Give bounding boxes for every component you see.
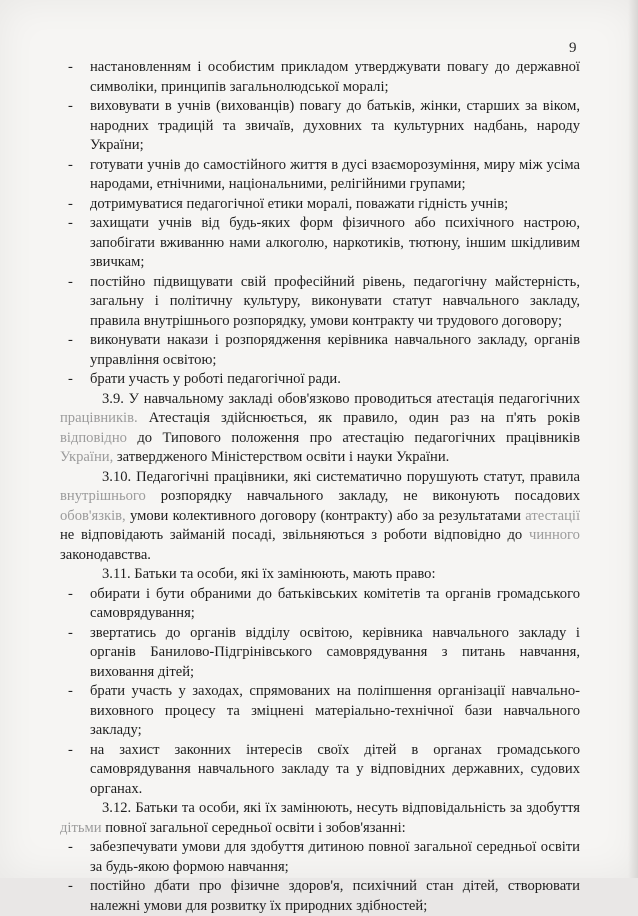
heading-3-11: 3.11. Батьки та особи, які їх замінюють, мають право: [102,566,436,582]
dash-bullet: - [68,585,73,602]
list-item: - брати участь у роботі педагогічної ради. [60,370,580,390]
dash-bullet: - [68,273,73,290]
parent-duties-list [60,838,580,916]
list-item: - звертатись до органів відділу освітою, керівника навчального закладу і органів Банилово-Підгрінівського самоврядування з питань навчання, виховання дітей; [68,624,580,680]
list-item: - виховувати в учнів (вихованців) повагу до батьків, жінки, старших за віком, народних традицій та звичаїв, духовних та культурних надбань, народу України; [68,98,580,153]
document-body [60,58,580,916]
dash-bullet: - [68,59,73,75]
dash-bullet: - [68,156,73,173]
list-item: - виконувати накази і розпорядження керівника навчального закладу, органів управління освітою; [68,332,580,368]
list-item: - обирати і бути обраними до батьківських комітетів та органів громадського самоврядування; [68,585,580,621]
list-item: - брати участь у заходах, спрямованих на поліпшення організації навчально-виховного процесу та зміцнені матеріально-технічної бази навчального закладу; [68,683,580,738]
dash-bullet: - [68,215,73,231]
list-item: - забезпечувати умови для здобуття дитиною повної загальної середньої освіти за будь-якою формою навчання; [68,839,580,875]
paragraph-3-10: 3.10. Педагогічні працівники, які систематично порушують статут, правила внутрішнього розпорядку навчального закладу, не виконують посадових обов'язків, умови колективного договору (контракту) або за результатами атестації не відповідають займаній посаді, звільняються з роботи відповідно до чинного законодавства. [60,468,580,563]
page-edge-shadow [628,0,638,878]
parent-rights-list [60,585,580,800]
dash-bullet: - [68,332,73,348]
teacher-duties-list [60,58,580,390]
paragraph-3-12: 3.12. Батьки та особи, які їх замінюють, несуть відповідальність за здобуття дітьми повної загальної середньої освіти і зобов'язанні: [60,800,580,836]
dash-bullet: - [68,195,73,212]
dash-bullet: - [68,878,73,894]
list-item: - настановленням і особистим прикладом утверджувати повагу до державної символіки, принципів загальнолюдської моралі; [68,59,580,95]
list-item: - постійно дбати про фізичне здоров'я, психічний стан дітей, створювати належні умови для розвитку їх природних здібностей; [68,878,580,914]
list-item: - дотримуватися педагогічної етики моралі, поважати гідність учнів; [60,195,580,215]
list-item: - постійно підвищувати свій професійний рівень, педагогічну майстерність, загальну і політичну культуру, виконувати статут навчального закладу, правила внутрішнього розпорядку, умови контракту чи трудового договору; [68,273,580,329]
page-number: 9 [569,40,577,56]
paragraph-3-9: 3.9. У навчальному закладі обов'язково проводиться атестація педагогічних працівників. Атестація здійснюється, як правило, один раз на п'ять років відповідно до Типового положення про атестацію педагогічних працівників України, затвердженого Міністерством освіти і науки України. [60,390,580,465]
dash-bullet: - [68,98,73,114]
dash-bullet: - [68,741,73,758]
list-item: - на захист законних інтересів своїх дітей в органах громадського самоврядування навчального закладу та у відповідних державних, судових органах. [68,741,580,797]
dash-bullet: - [68,683,73,699]
list-item: - готувати учнів до самостійного життя в дусі взаєморозуміння, миру між усіма народами, етнічними, національними, релігійними групами; [68,156,580,192]
list-item: - захищати учнів від будь-яких форм фізичного або психічного настрою, запобігати вживанню нами алкоголю, наркотиків, тютюну, іншим шкідливим звичкам; [68,215,580,270]
dash-bullet: - [68,371,73,387]
dash-bullet: - [68,624,73,641]
dash-bullet: - [68,839,73,855]
